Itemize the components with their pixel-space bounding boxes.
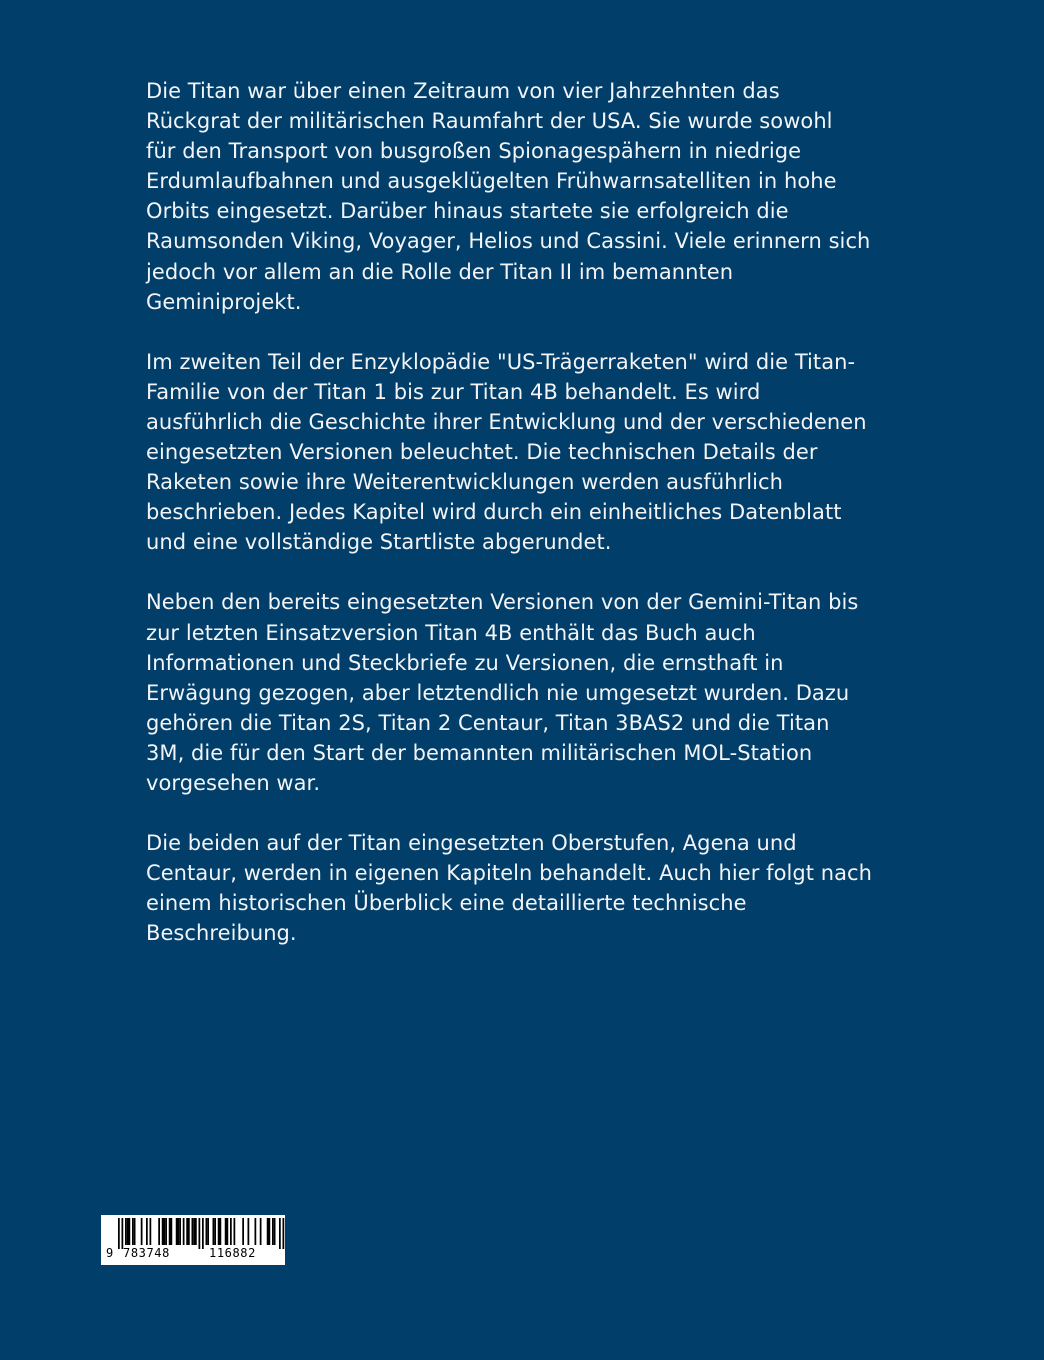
barcode-bar	[274, 1218, 276, 1245]
barcode-bar	[158, 1218, 160, 1245]
barcode-bar	[134, 1218, 136, 1245]
barcode-bar	[269, 1218, 271, 1245]
barcode-bar	[213, 1218, 215, 1245]
blurb-paragraph-4: Die beiden auf der Titan eingesetzten Oberstufen, Agena und Centaur, werden in eigenen Kapiteln behandelt. Auch hier folgt nach einem historischen Überblick eine detaillierte technische Beschreibung.	[146, 831, 873, 946]
barcode-bar	[176, 1218, 178, 1245]
barcode-bar	[195, 1218, 197, 1245]
barcode-bar	[199, 1218, 201, 1249]
barcode-bar	[225, 1218, 227, 1245]
barcode-bar	[214, 1218, 216, 1245]
barcode-bar	[122, 1218, 124, 1249]
barcode-bar	[179, 1218, 181, 1245]
barcode-bar	[146, 1218, 148, 1245]
barcode-bar	[118, 1218, 120, 1249]
barcode-bar	[206, 1218, 208, 1245]
barcode-bar	[141, 1218, 143, 1245]
barcode-bar	[169, 1218, 171, 1245]
barcode-bar	[202, 1218, 204, 1249]
barcode-bar	[242, 1218, 244, 1245]
barcode-bar	[125, 1218, 127, 1245]
barcode-bar	[193, 1218, 195, 1245]
barcode-bar	[132, 1218, 134, 1245]
barcode-bar	[150, 1218, 152, 1245]
barcode-bar	[183, 1218, 185, 1245]
barcode-bar	[260, 1218, 262, 1245]
barcode-bar	[178, 1218, 180, 1245]
barcode-bar	[272, 1218, 274, 1245]
barcode-bar	[218, 1218, 220, 1245]
barcode-bar	[207, 1218, 209, 1245]
barcode-bar	[164, 1218, 166, 1245]
barcode-bar	[279, 1218, 281, 1249]
barcode-bar	[230, 1218, 232, 1245]
barcode-bar	[188, 1218, 190, 1245]
barcode-bar	[267, 1218, 269, 1245]
isbn-barcode	[101, 1215, 285, 1265]
barcode-bar	[227, 1218, 229, 1245]
barcode-digit-prefix: 9	[106, 1246, 114, 1260]
barcode-digits-right: 116882	[209, 1246, 256, 1260]
barcode-bar	[248, 1218, 250, 1245]
barcode-bar	[171, 1218, 173, 1245]
barcode-bar	[192, 1218, 194, 1245]
barcode-digits-left: 783748	[123, 1246, 170, 1260]
barcode-bar	[255, 1218, 257, 1245]
barcode-bar	[129, 1218, 131, 1245]
barcode-bar	[127, 1218, 129, 1245]
barcode-bar	[283, 1218, 285, 1249]
blurb-paragraph-2: Im zweiten Teil der Enzyklopädie "US-Trägerraketen" wird die Titan- Familie von der Titan 1 bis zur Titan 4B behandelt. Es wird ausführlich die Geschichte ihrer Entwicklung und der verschiedenen eingesetzten Versionen beleuchtet. Die technischen Details der Raketen sowie ihre Weiterentwicklungen werden ausführlich beschrieben. Jedes Kapitel wird durch ein einheitliches Datenblatt und eine vollständige Startliste abgerundet.	[146, 349, 867, 555]
blurb-paragraph-3: Neben den bereits eingesetzten Versionen von der Gemini-Titan bis zur letzten Einsatzversion Titan 4B enthält das Buch auch Informationen und Steckbriefe zu Versionen, die ernsthaft in Erwägung gezogen, aber letztendlich nie umgesetzt wurden. Dazu gehören die Titan 2S, Titan 2 Centaur, Titan 3BAS2 und die Titan 3M, die für den Start der bemannten militärischen MOL-Station vorgesehen war.	[146, 590, 859, 795]
blurb-paragraph-1: Die Titan war über einen Zeitraum von vier Jahrzehnten das Rückgrat der militärischen Raumfahrt der USA. Sie wurde sowohl für den Transport von busgroßen Spionagespähern in niedrige Erdumlaufbahnen und ausgeklügelten Frühwarnsatelliten in hohe Orbits eingesetzt. Darüber hinaus startete sie erfolgreich die Raumsonden Viking, Voyager, Helios und Cassini. Viele erinnern sich jedoch vor allem an die Rolle der Titan II im bemannten Geminiprojekt.	[146, 79, 871, 314]
barcode-bar	[186, 1218, 188, 1245]
barcode-bar	[162, 1218, 164, 1245]
barcode-bar	[220, 1218, 222, 1245]
blurb-text	[146, 76, 906, 978]
barcode-bar	[234, 1218, 236, 1245]
barcode-bar	[165, 1218, 167, 1245]
